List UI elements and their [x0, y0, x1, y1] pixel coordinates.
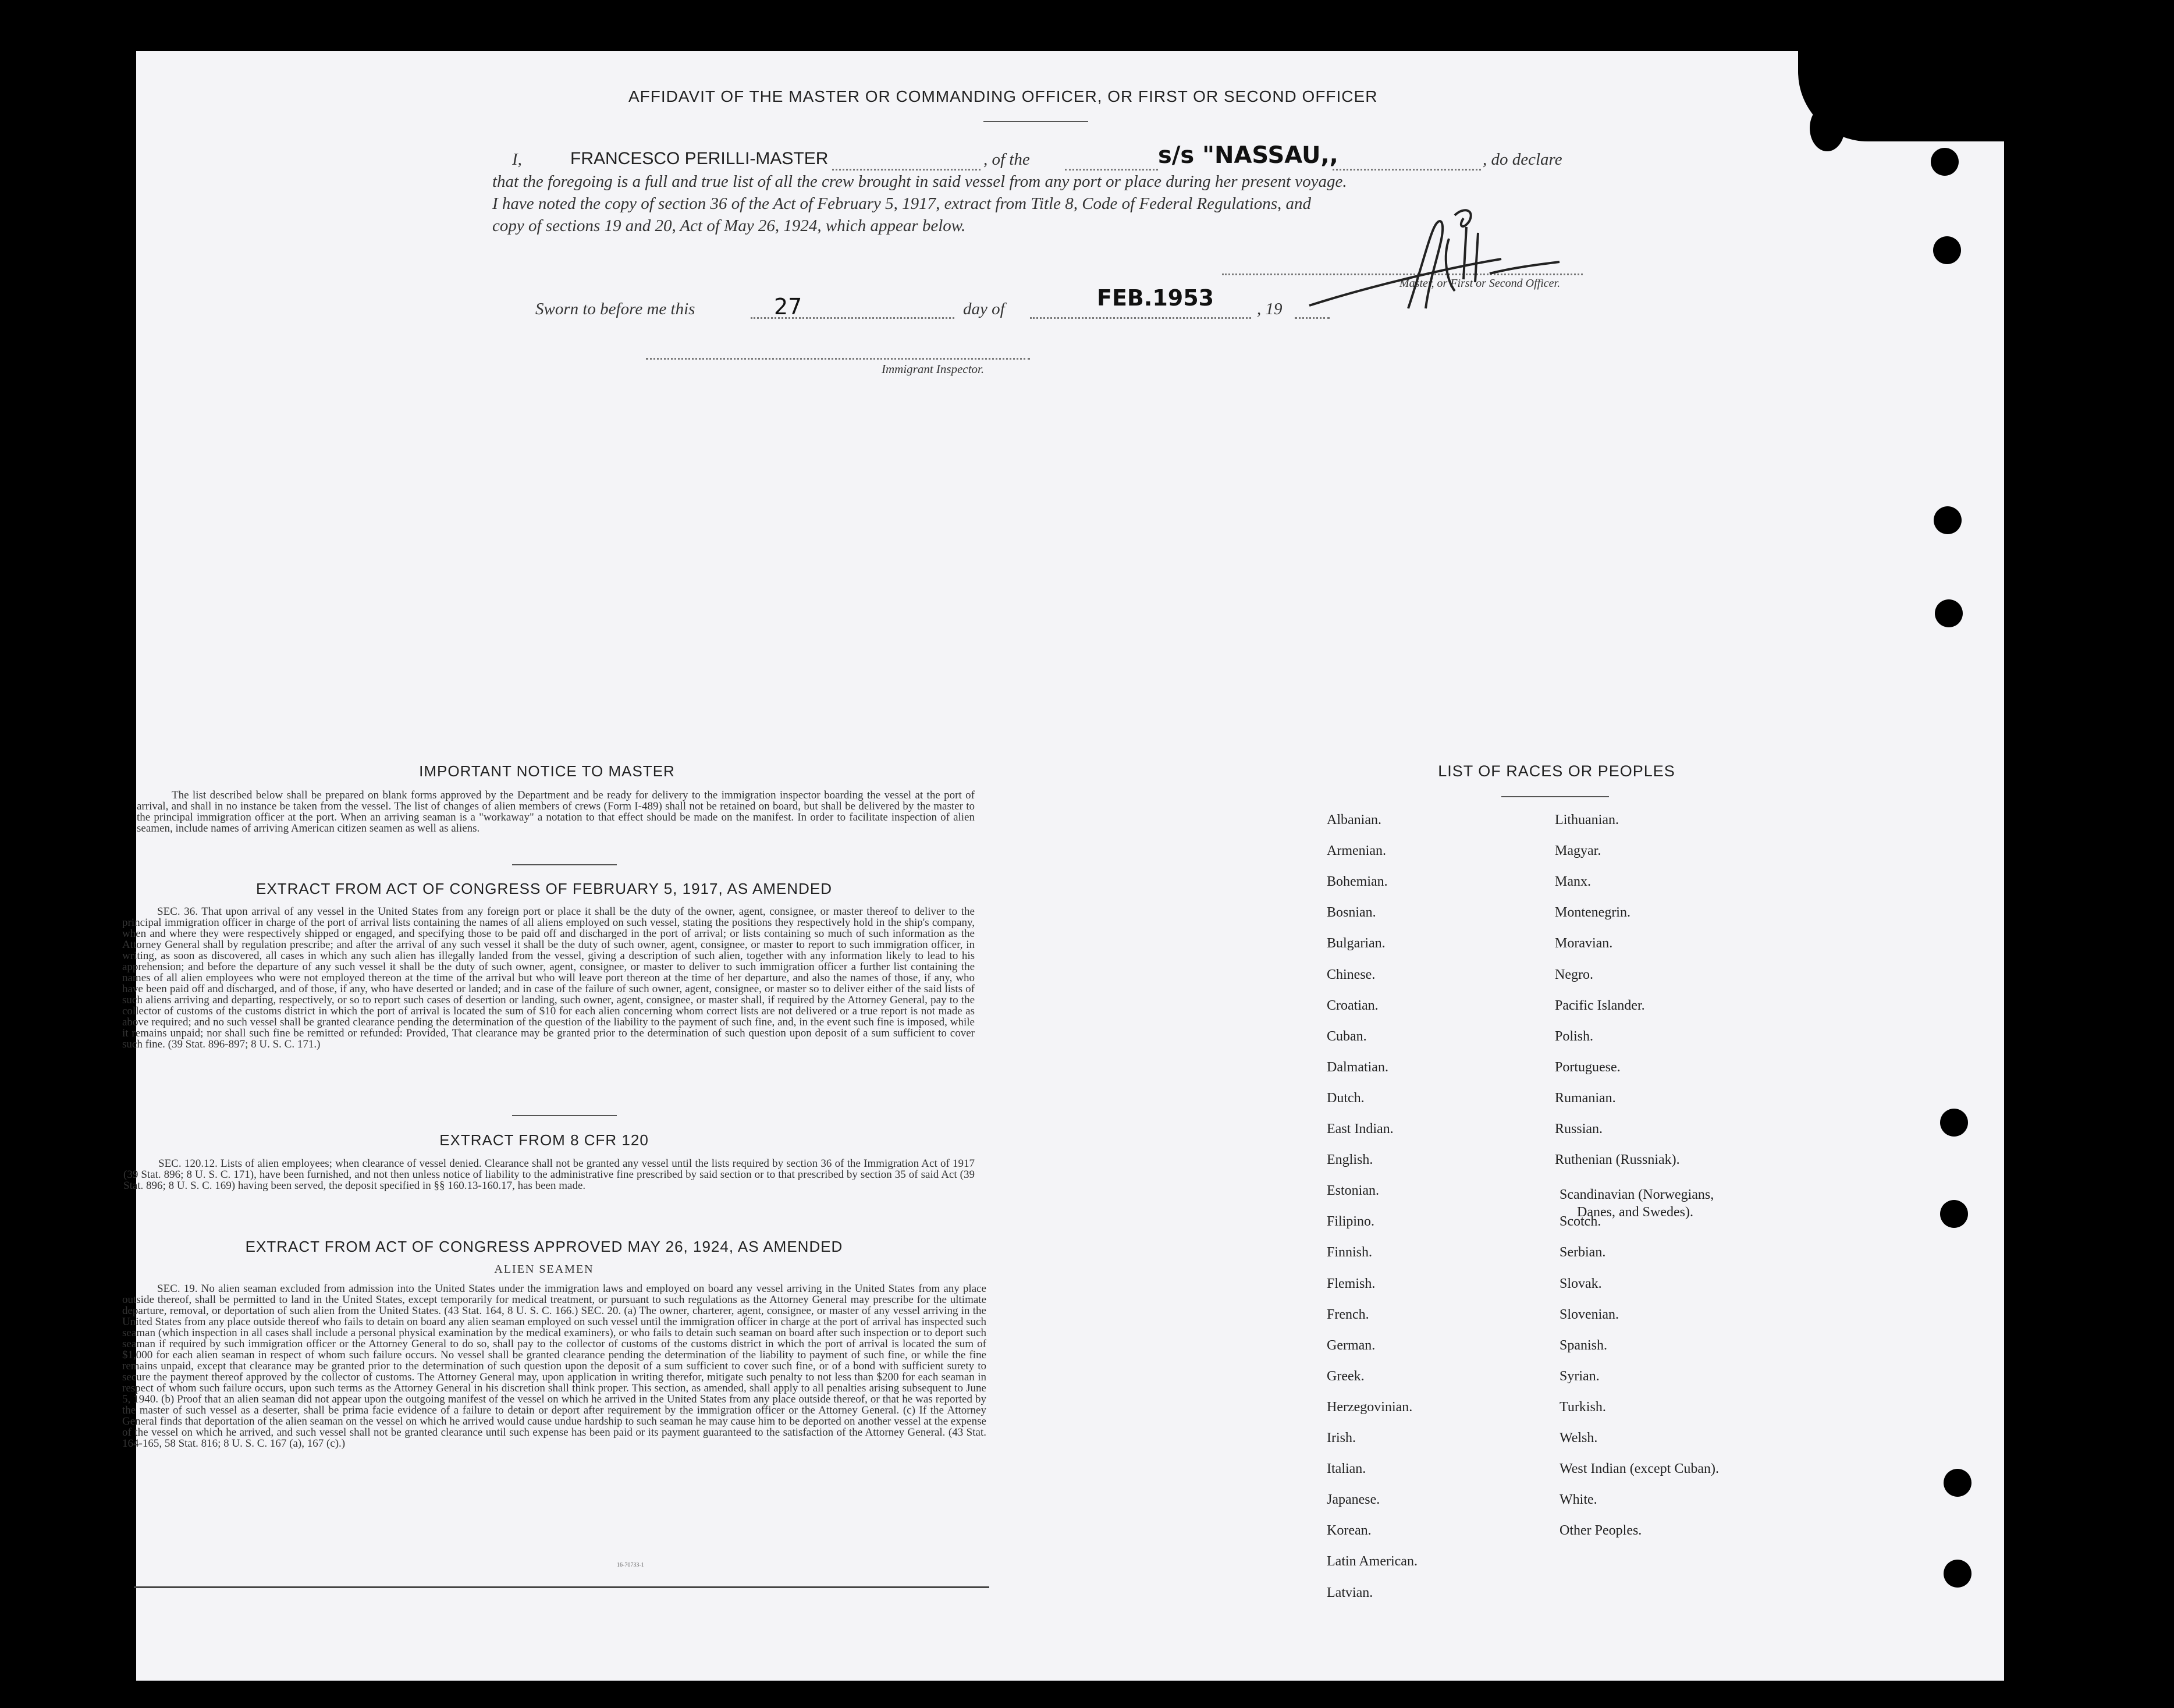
vessel-leader-right — [1333, 169, 1481, 171]
extract-1924-subtitle: ALIEN SEAMEN — [494, 1263, 594, 1276]
punch-hole — [1940, 1200, 1968, 1228]
officer-caption: Master, or First or Second Officer. — [1399, 277, 1561, 290]
punch-hole — [1933, 236, 1961, 264]
notice-divider — [512, 864, 617, 865]
race-item: Manx. — [1555, 874, 1591, 890]
declaration-line-2: that the foregoing is a full and true list of all the crew brought in said vessel from any port or place during her present voyage. — [492, 172, 1347, 191]
race-item: Filipino. — [1327, 1214, 1375, 1230]
race-item: Ruthenian (Russniak). — [1555, 1152, 1680, 1168]
race-item: Slovak. — [1560, 1276, 1602, 1291]
race-item: Turkish. — [1560, 1399, 1606, 1415]
declaration-line-3: I have noted the copy of section 36 of the Act of February 5, 1917, extract from Title 8, Code of Federal Regulations, and — [492, 194, 1312, 213]
race-item: Magyar. — [1555, 843, 1601, 859]
races-title: LIST OF RACES OR PEOPLES — [1438, 762, 1675, 780]
do-declare-text: , do declare — [1483, 150, 1562, 169]
punch-hole — [1935, 599, 1963, 627]
month-leader — [1030, 317, 1251, 319]
race-item: Armenian. — [1327, 843, 1386, 859]
race-item: Latin American. — [1327, 1554, 1418, 1569]
race-item: Croatian. — [1327, 997, 1379, 1013]
race-item: Chinese. — [1327, 967, 1376, 982]
race-item: French. — [1327, 1306, 1369, 1322]
race-item: Rumanian. — [1555, 1090, 1616, 1106]
sworn-day: 27 — [774, 294, 802, 319]
declaration-line-4: copy of sections 19 and 20, Act of May 26, 1924, which appear below. — [492, 216, 966, 235]
form-code: 16-70733-1 — [617, 1562, 644, 1568]
name-leader — [832, 169, 981, 171]
notice-title: IMPORTANT NOTICE TO MASTER — [419, 762, 675, 780]
master-signature — [1303, 204, 1571, 320]
race-item: Portuguese. — [1555, 1059, 1621, 1075]
race-item: Bosnian. — [1327, 905, 1376, 921]
race-item: Spanish. — [1560, 1337, 1608, 1353]
race-item: Syrian. — [1560, 1368, 1600, 1384]
race-item: Lithuanian. — [1555, 812, 1619, 828]
extract-cfr-title: EXTRACT FROM 8 CFR 120 — [439, 1131, 649, 1149]
race-item: Albanian. — [1327, 812, 1381, 828]
race-item: Dutch. — [1327, 1090, 1365, 1106]
punch-hole — [1934, 506, 1962, 534]
punch-hole — [1944, 1469, 1971, 1497]
race-item: Scandinavian (Norwegians, — [1560, 1187, 1714, 1202]
race-item: Estonian. — [1327, 1183, 1379, 1199]
extract-1924-title: EXTRACT FROM ACT OF CONGRESS APPROVED MAY 26, 1924, AS AMENDED — [245, 1238, 843, 1255]
race-item: Bohemian. — [1327, 874, 1388, 890]
inspector-caption: Immigrant Inspector. — [882, 362, 985, 376]
title-underline — [983, 121, 1088, 122]
notice-body: The list described below shall be prepared on blank forms approved by the Department and be ready for delivery to the immigration inspector boarding the vessel at the port of arrival, and shall in no instance be taken from the vessel. The list of changes of alien members of crews (Form I-489) shall not be retained on board, but shall be delivered by the master to the principal immigration officer at the port. When an arriving seaman is a "workaway" a notation to that effect should be made on the manifest. In order to facilitate inspection of alien seamen, include names of arriving American citizen seamen as well as aliens. — [137, 789, 975, 835]
race-item: East Indian. — [1327, 1121, 1394, 1137]
race-item: Korean. — [1327, 1523, 1372, 1539]
punch-hole — [1940, 1109, 1968, 1137]
race-item: Flemish. — [1327, 1276, 1376, 1291]
race-item: Russian. — [1555, 1121, 1603, 1137]
races-divider — [1501, 796, 1609, 797]
race-item: Finnish. — [1327, 1245, 1373, 1260]
race-item: German. — [1327, 1337, 1376, 1353]
vessel-name: s/s "NASSAU,, — [1158, 142, 1338, 169]
torn-corner-fragment — [1810, 105, 1845, 151]
extract-cfr-body: SEC. 120.12. Lists of alien employees; when clearance of vessel denied. Clearance shall not be granted any vessel until the lists required by section 36 of the Immigration Act of 1917 (39 Stat. 896; 8 U. S. C. 171), have been furnished, and not then unless notice of liability to the administrative fine prescribed by said section or to that prescribed by section 35 of said Act (39 Stat. 896; 8 U. S. C. 169) having been served, the deposit specified in §§ 160.13-160.17, has been made. — [123, 1157, 975, 1192]
race-item: Italian. — [1327, 1461, 1366, 1477]
race-item: Latvian. — [1327, 1585, 1373, 1600]
race-item: Other Peoples. — [1560, 1523, 1642, 1539]
sworn-text: Sworn to before me this — [535, 300, 695, 318]
extract-1917-divider — [512, 1115, 617, 1116]
race-item: Pacific Islander. — [1555, 997, 1645, 1013]
day-of-text: day of — [963, 300, 1005, 318]
sworn-month: FEB.1953 — [1097, 285, 1214, 311]
punch-hole — [1931, 148, 1959, 176]
declarant-prefix: I, — [512, 150, 522, 169]
race-item: Cuban. — [1327, 1028, 1367, 1044]
race-item: West Indian (except Cuban). — [1560, 1461, 1719, 1477]
race-item: Scotch. — [1560, 1214, 1601, 1230]
race-item: Japanese. — [1327, 1492, 1380, 1508]
race-item: Slovenian. — [1560, 1306, 1619, 1322]
race-item: Danes, and Swedes). — [1577, 1205, 1693, 1220]
of-the-text: , of the — [983, 150, 1030, 169]
vessel-leader-left — [1065, 169, 1158, 171]
year-prefix: , 19 — [1257, 300, 1283, 318]
race-item: Serbian. — [1560, 1245, 1606, 1260]
race-item: Herzegovinian. — [1327, 1399, 1413, 1415]
race-item: Irish. — [1327, 1430, 1356, 1446]
affidavit-title: AFFIDAVIT OF THE MASTER OR COMMANDING OFFICER, OR FIRST OR SECOND OFFICER — [628, 87, 1378, 105]
race-item: Welsh. — [1560, 1430, 1598, 1446]
race-item: Polish. — [1555, 1028, 1594, 1044]
extract-1924-body: SEC. 19. No alien seaman excluded from admission into the United States under the immigration laws and employed on board any vessel arriving in the United States from any place outside thereof, shall be permitted to land in the United States, except temporarily for medical treatment, or pursuant to such regulations as the Attorney General may prescribe for the ultimate departure, removal, or deportation of such alien from the United States. (43 Stat. 164, 8 U. S. C. 166.) SEC. 20. (a) The owner, charterer, agent, consignee, or master of any vessel arriving in the United States from any place outside thereof who fails to detain on board any alien seaman employed on such vessel until the immigration officer in charge at the port of arrival has inspected such seaman (which inspection in all cases shall include a personal physical examination by the medical examiners), or who fails to detain such seaman on board after such inspection or to deport such seaman if required by such immigration officer or the Attorney General to do so, shall pay to the collector of customs of the customs district in which the port of arrival is located the sum of $1,000 for each alien seaman in respect of whom such failure occurs. No vessel shall be granted clearance pending the determination of the liability to payment of such fine, or while the fine remains unpaid, except that clearance may be granted prior to the determination of such question upon the deposit of a sum sufficient to cover such fine, or of a bond with sufficient surety to secure the payment thereof approved by the collector of customs. The Attorney General may, upon application in writing therefor, mitigate such penalty to not less than $200 for each seaman in respect of whom such failure occurs, upon such terms as the Attorney General in his discretion shall think proper. This section, as amended, shall apply to all penalties arising subsequent to June 5, 1940. (b) Proof that an alien seaman did not appear upon the outgoing manifest of the vessel on which he arrived in the United States from any place outside thereof, or that he was reported by the master of such vessel as a deserter, shall be prima facie evidence of a failure to detain or deport after requirement by the immigration officer or the Attorney General. (c) If the Attorney General finds that deportation of the alien seaman on the vessel on which he arrived would cause undue hardship to such seaman he may cause him to be deported on another vessel at the expense of the vessel on which he arrived, and such vessel shall not be granted clearance until such expense has been paid or its payment guaranteed to the satisfaction of the Attorney General. (43 Stat. 164-165, 58 Stat. 816; 8 U. S. C. 167 (a), 167 (c).) — [122, 1283, 986, 1450]
race-item: Moravian. — [1555, 936, 1613, 951]
race-item: English. — [1327, 1152, 1373, 1168]
race-item: Greek. — [1327, 1368, 1365, 1384]
race-item: Montenegrin. — [1555, 905, 1630, 921]
declarant-name: FRANCESCO PERILLI-MASTER — [570, 149, 829, 168]
race-item: White. — [1560, 1492, 1597, 1508]
footer-rule — [134, 1586, 989, 1588]
punch-hole — [1944, 1560, 1971, 1588]
day-leader — [751, 317, 954, 319]
inspector-line — [646, 358, 1030, 360]
race-item: Bulgarian. — [1327, 936, 1386, 951]
race-item: Negro. — [1555, 967, 1593, 982]
race-item: Dalmatian. — [1327, 1059, 1388, 1075]
extract-1917-body: SEC. 36. That upon arrival of any vessel in the United States from any foreign port or place it shall be the duty of the owner, agent, consignee, or master thereof to deliver to the principal immigration officer in charge of the port of arrival lists containing the names of all aliens employed on such vessel, stating the positions they respectively hold in the ship's company, when and where they were respectively shipped or engaged, and specifying those to be paid off and discharged in the port of arrival; or lists containing so much of such information as the Attorney General shall by regulation prescribe; and after the arrival of any such vessel it shall be the duty of such owner, agent, consignee, or master to report to such immigration officer, in writing, as soon as discovered, all cases in which any such alien has illegally landed from the vessel, giving a description of such alien, together with any information likely to lead to his apprehension; and before the departure of any such vessel it shall be the duty of such owner, agent, consignee, or master to deliver to such immigration officer a further list containing the names of all alien employees who were not employed thereon at the time of the arrival but who will leave port thereon at the time of her departure, and also the names of those, if any, who have been paid off and discharged, and of those, if any, who have deserted or landed; and in case of the failure of such owner, agent, consignee, or master so to deliver either of the said lists of such aliens arriving and departing, respectively, or so to report such cases of desertion or landing, such owner, agent, consignee, or master shall, if required by the Attorney General, pay to the collector of customs of the customs district in which the port of arrival is located the sum of $10 for each alien concerning whom correct lists are not delivered or a true report is not made as above required; and no such vessel shall be granted clearance pending the determination of the question of the liability to the payment of such fine, and, in the event such fine is imposed, while it remains unpaid; nor shall such fine be remitted or refunded: Provided, That clearance may be granted prior to the determination of such question upon deposit of a sum sufficient to cover such fine. (39 Stat. 896-897; 8 U. S. C. 171.) — [122, 906, 975, 1050]
extract-1917-title: EXTRACT FROM ACT OF CONGRESS OF FEBRUARY 5, 1917, AS AMENDED — [256, 880, 832, 897]
